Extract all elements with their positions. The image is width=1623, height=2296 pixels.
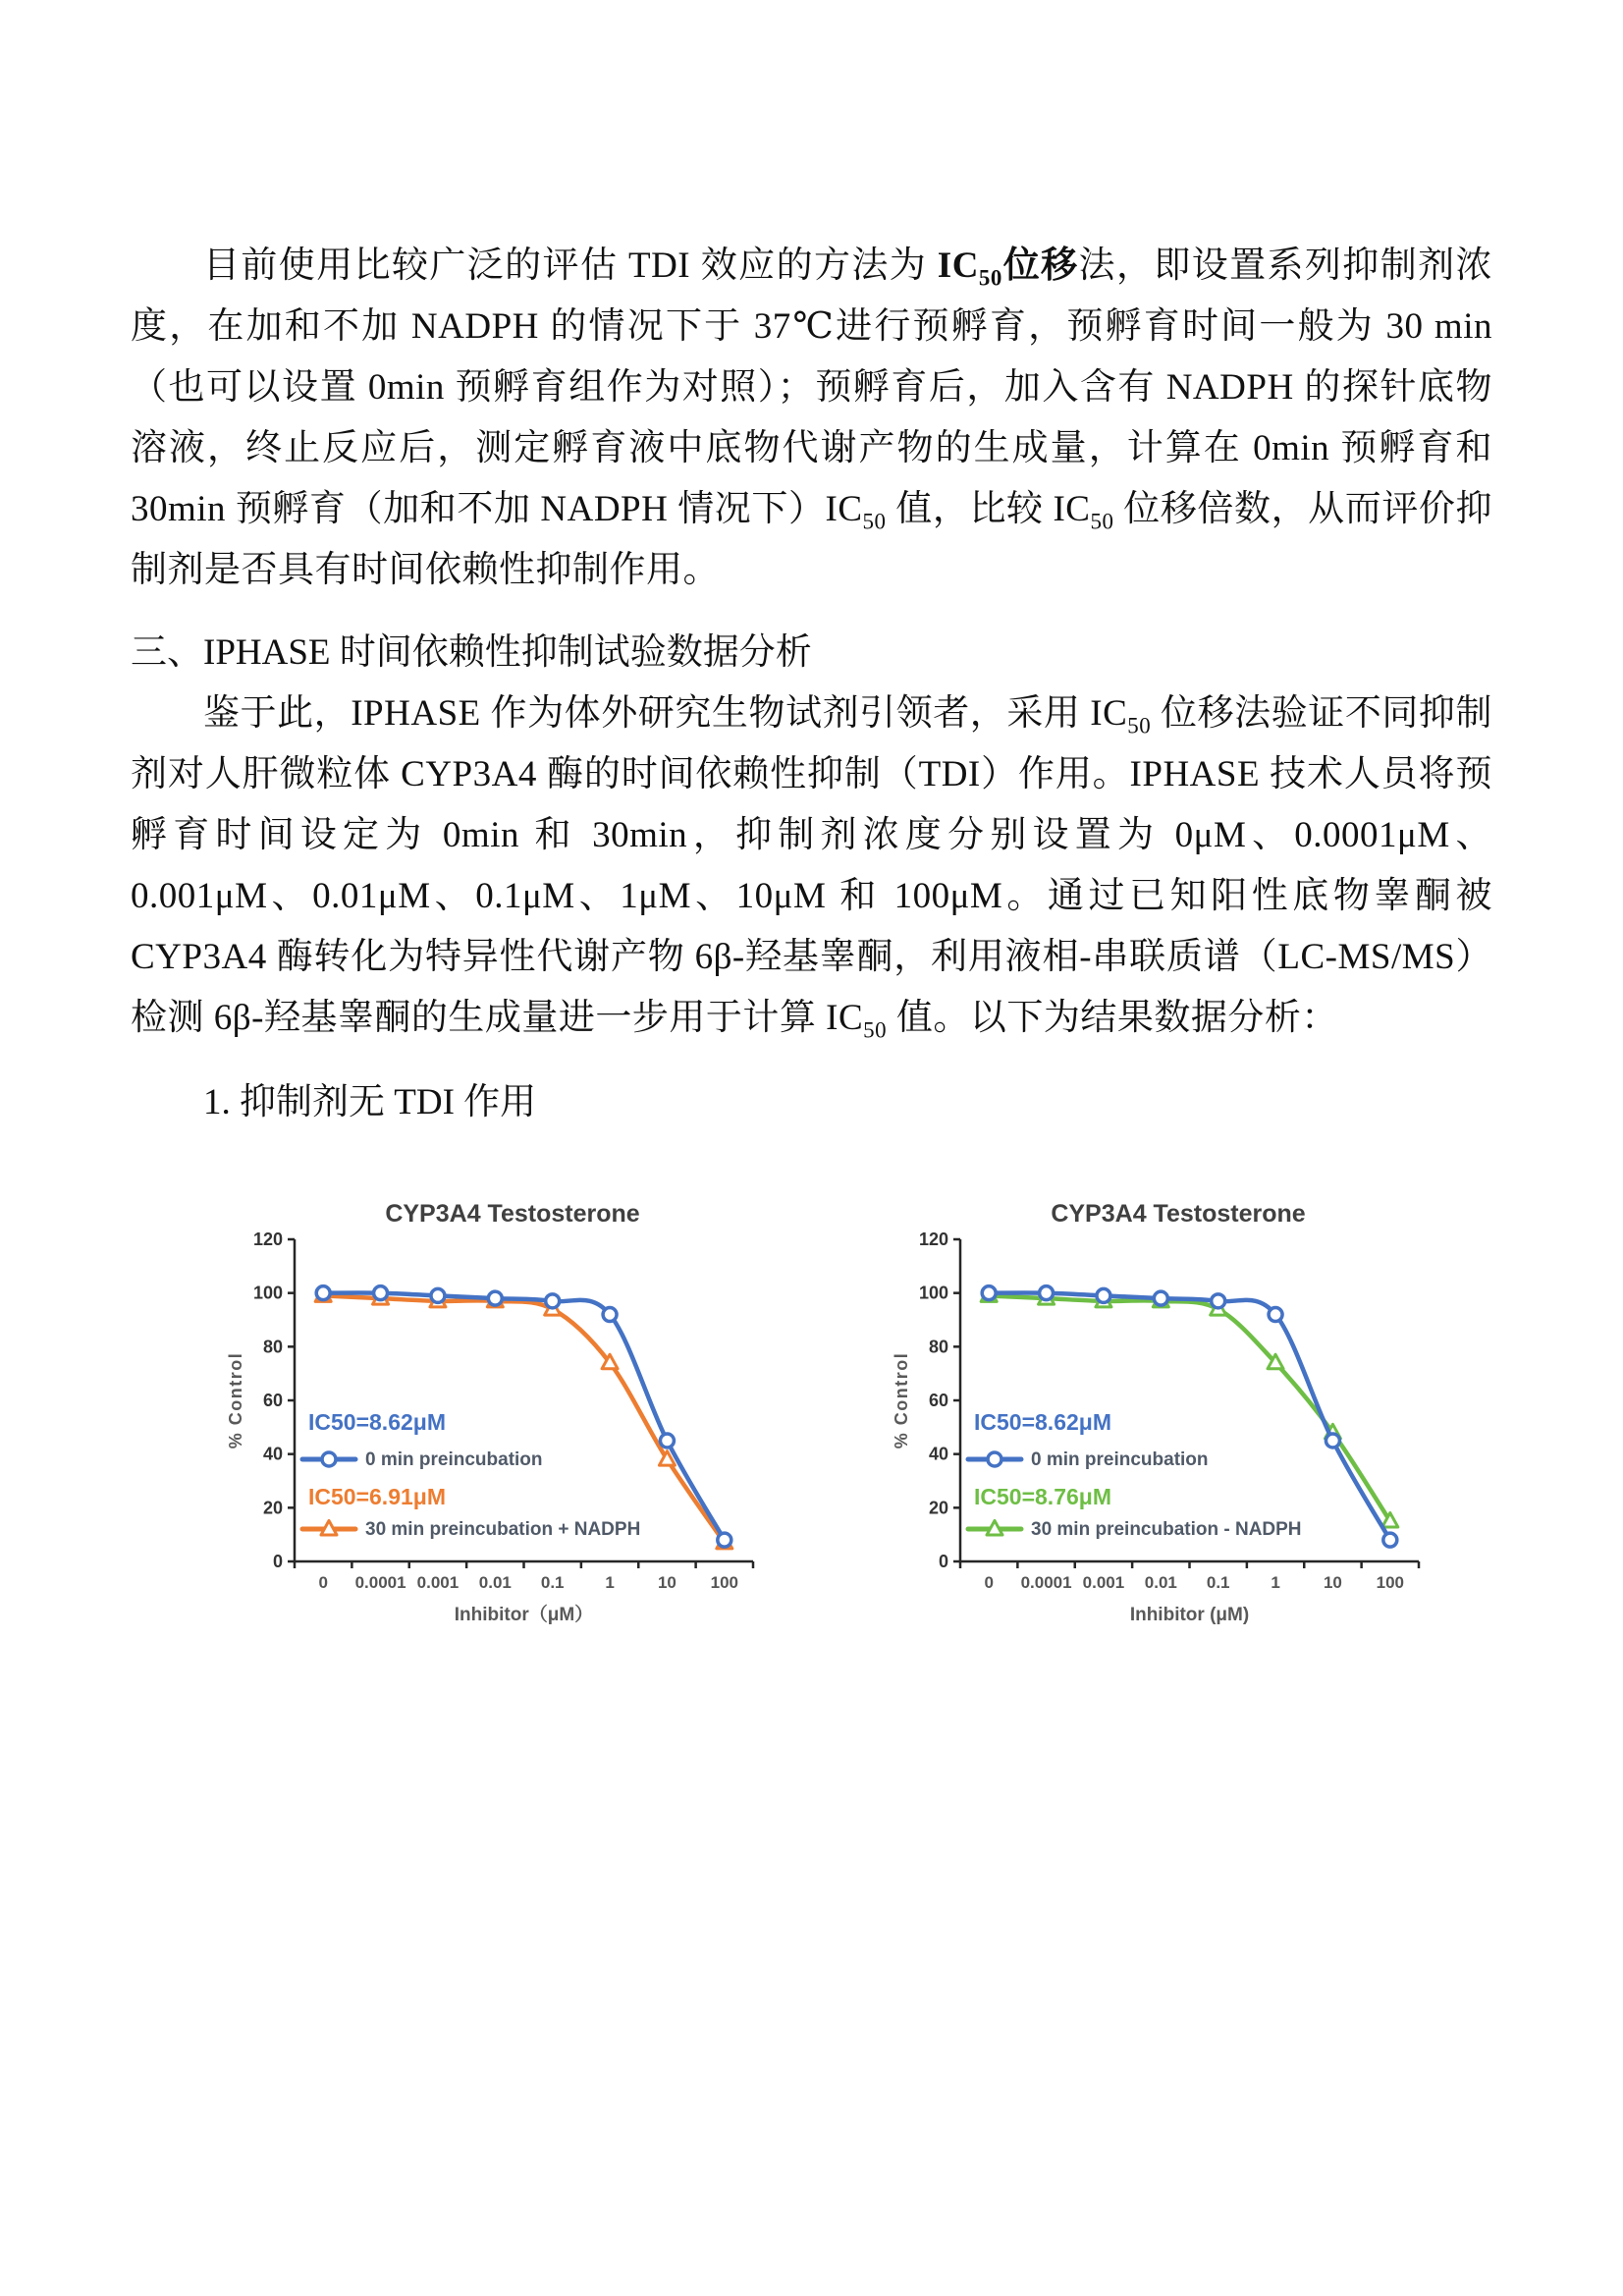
- ic50-annotation: IC50=8.76μM: [974, 1484, 1112, 1509]
- legend-label: 0 min preincubation: [1031, 1449, 1209, 1470]
- x-tick-label: 10: [1323, 1573, 1342, 1592]
- data-point-marker: [1212, 1294, 1225, 1308]
- x-tick-label: 0: [318, 1573, 328, 1592]
- x-tick-label: 0.1: [1206, 1573, 1230, 1592]
- x-tick-label: 0.0001: [1020, 1573, 1072, 1592]
- chart-ic50-shift-plus-nadph: [218, 1190, 768, 1647]
- data-point-marker: [374, 1286, 388, 1300]
- x-tick-label: 0.01: [478, 1573, 512, 1592]
- x-axis-label: Inhibitor (μM): [1129, 1605, 1250, 1625]
- data-point-marker: [322, 1452, 336, 1466]
- x-tick-label: 0.01: [1144, 1573, 1177, 1592]
- axes: [295, 1239, 753, 1561]
- data-point-marker: [316, 1286, 330, 1300]
- text-segment: 50: [862, 509, 887, 534]
- chart-title: CYP3A4 Testosterone: [1051, 1200, 1306, 1228]
- y-axis-label: % Control: [226, 1351, 245, 1449]
- x-tick-label: 100: [710, 1573, 738, 1592]
- text-segment: 位移倍数，从而评价抑制剂是否具有时间依赖性抑制作用。: [131, 489, 1493, 590]
- data-point-marker: [1383, 1533, 1397, 1547]
- text-segment: 50: [978, 265, 1002, 291]
- data-point-marker: [321, 1521, 337, 1536]
- x-tick-label: 10: [657, 1573, 676, 1592]
- data-point-marker: [1269, 1308, 1282, 1322]
- data-point-marker: [1040, 1286, 1054, 1300]
- chart-ic50-shift-minus-nadph: [884, 1190, 1434, 1647]
- x-axis-label: Inhibitor（μM）: [454, 1605, 594, 1625]
- ic50-annotation: IC50=8.62μM: [308, 1409, 447, 1435]
- text-segment: IC: [1090, 693, 1128, 734]
- data-point-marker: [718, 1533, 731, 1547]
- y-tick-label: 0: [272, 1552, 283, 1571]
- data-point-marker: [1097, 1288, 1110, 1302]
- text-segment: IC: [1053, 489, 1091, 529]
- y-tick-label: 20: [928, 1498, 948, 1518]
- data-point-marker: [987, 1521, 1002, 1536]
- y-tick-label: 40: [262, 1444, 283, 1464]
- x-tick-label: 0.001: [1082, 1573, 1125, 1592]
- legend-label: 0 min preincubation: [365, 1449, 543, 1470]
- legend-item: [302, 1449, 543, 1470]
- text-segment: 50: [863, 1017, 888, 1043]
- data-point-marker: [488, 1291, 502, 1305]
- ic50-annotation: IC50=6.91μM: [308, 1484, 447, 1509]
- text-segment: 值，比较: [886, 489, 1054, 529]
- data-point-marker: [1154, 1291, 1167, 1305]
- x-tick-label: 0.0001: [354, 1573, 406, 1592]
- data-point-marker: [546, 1294, 560, 1308]
- legend-item: [968, 1449, 1209, 1470]
- text-segment: 鉴于此，IPHASE 作为体外研究生物试剂引领者，采用: [203, 693, 1091, 734]
- y-tick-label: 80: [262, 1337, 283, 1357]
- y-tick-label: 120: [918, 1230, 948, 1249]
- data-point-marker: [982, 1286, 996, 1300]
- data-point-marker: [431, 1288, 445, 1302]
- y-tick-label: 100: [918, 1283, 948, 1303]
- data-point-marker: [1325, 1434, 1339, 1448]
- y-tick-label: 40: [928, 1444, 948, 1464]
- charts-row: [218, 1190, 1492, 1647]
- text-segment: 位移法验证不同抑制剂对人肝微粒体 CYP3A4 酶的时间依赖性抑制（TDI）作用。IPHASE 技术人员将预孵育时间设定为 0min 和 30min，抑制剂浓度分别设置为 0μM、0.0001μM、0.001μM、0.01μM、0.1μM、1μM、10μM 和 100μM。通过已知阳性底物睾酮被 CYP3A4 酶转化为特异性代谢产物 6β-羟基睾酮，利用液相-串联质谱（LC-MS/MS）检测 6β-羟基睾酮的生成量进一步用于计算: [131, 693, 1492, 1038]
- y-tick-label: 20: [262, 1498, 283, 1518]
- text-segment: 值。以下为结果数据分析：: [887, 998, 1338, 1038]
- data-point-marker: [988, 1452, 1001, 1466]
- x-tick-label: 0.001: [416, 1573, 460, 1592]
- legend-item: [302, 1519, 640, 1540]
- legend-label: 30 min preincubation + NADPH: [365, 1519, 641, 1540]
- y-tick-label: 60: [262, 1391, 283, 1410]
- legend-item: [968, 1519, 1302, 1540]
- text-segment: 目前使用比较广泛的评估 TDI 效应的方法为: [203, 246, 938, 286]
- y-axis-label: % Control: [892, 1351, 911, 1449]
- text-segment: IC: [826, 998, 864, 1038]
- y-tick-label: 60: [928, 1391, 948, 1410]
- text-segment: IC: [937, 246, 979, 286]
- y-tick-label: 120: [252, 1230, 283, 1249]
- section-heading: 三、IPHASE 时间依赖性抑制试验数据分析: [131, 632, 812, 673]
- line-chart-minus-nadph: [884, 1190, 1434, 1642]
- data-point-marker: [660, 1434, 674, 1448]
- y-tick-label: 80: [928, 1337, 948, 1357]
- axes: [960, 1239, 1419, 1561]
- text-segment: 50: [1090, 509, 1114, 534]
- data-point-marker: [603, 1308, 617, 1322]
- x-tick-label: 1: [1271, 1573, 1280, 1592]
- paragraph-iphase-analysis: [131, 683, 1492, 1049]
- legend-label: 30 min preincubation - NADPH: [1031, 1519, 1302, 1540]
- chart-title: CYP3A4 Testosterone: [385, 1200, 640, 1228]
- text-segment: 法，即设置系列抑制剂浓度，在加和不加 NADPH 的情况下于 37℃进行预孵育，预孵育时间一般为 30 min（也可以设置 0min 预孵育组作为对照）；预孵育后，加入含有 NADPH 的探针底物溶液，终止反应后，测定孵育液中底物代谢产物的生成量，计算在 0min 预孵育和 30min 预孵育（加和不加 NADPH 情况下）: [131, 246, 1492, 529]
- text-segment: IC: [825, 489, 863, 529]
- y-tick-label: 100: [252, 1283, 283, 1303]
- list-item-no-tdi: 1. 抑制剂无 TDI 作用: [203, 1082, 537, 1122]
- x-tick-label: 0: [984, 1573, 994, 1592]
- x-tick-label: 0.1: [540, 1573, 565, 1592]
- paragraph-tdi-method: [131, 236, 1492, 601]
- y-tick-label: 0: [938, 1552, 948, 1571]
- x-tick-label: 100: [1376, 1573, 1404, 1592]
- line-chart-plus-nadph: [218, 1190, 768, 1642]
- x-tick-label: 1: [605, 1573, 615, 1592]
- ic50-annotation: IC50=8.62μM: [974, 1409, 1112, 1435]
- text-segment: 50: [1127, 713, 1152, 738]
- text-segment: 位移: [1001, 246, 1079, 286]
